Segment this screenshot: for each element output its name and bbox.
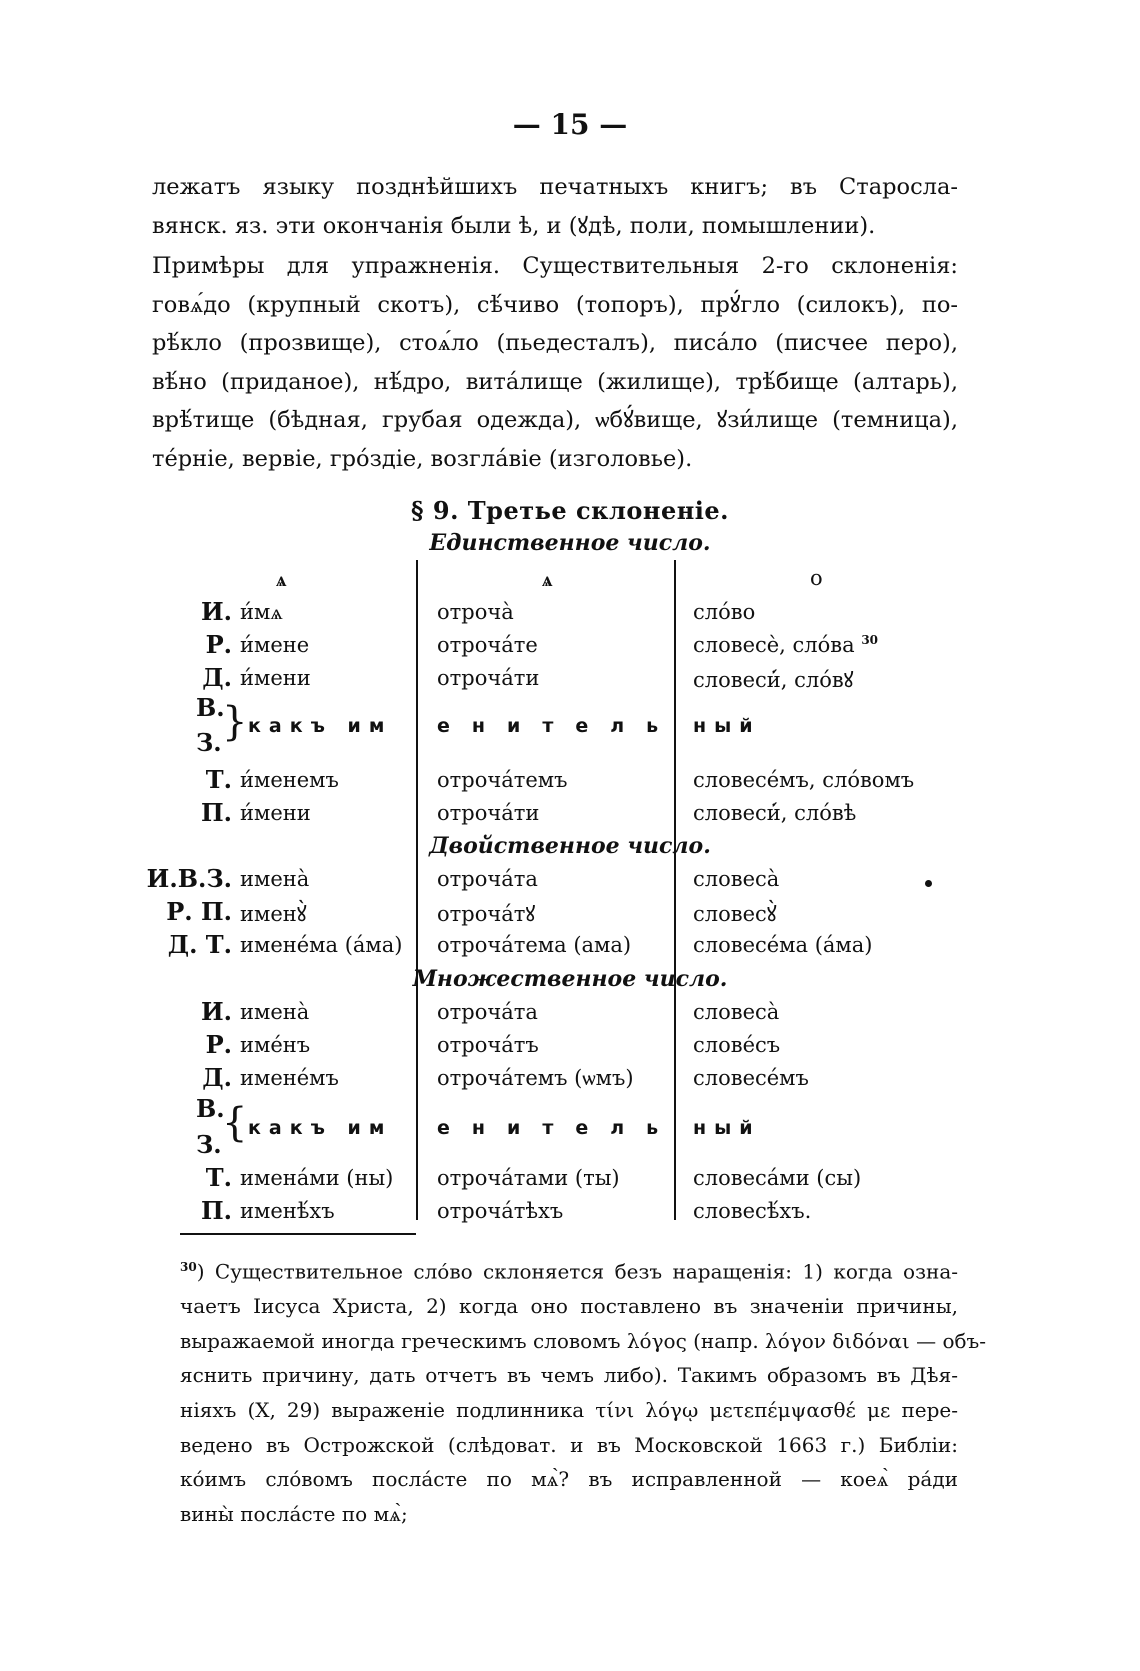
table-cell: и́мене	[240, 633, 310, 657]
table-cell: словесе́ма (а́ма)	[693, 933, 873, 957]
table-cell: словеса̀	[693, 1000, 780, 1024]
table-cell: енитель	[437, 715, 681, 737]
table-cell: словеси̇́, сло́вꙋ	[693, 668, 854, 692]
dual-heading: Двойственное число.	[429, 833, 711, 859]
examples-line: говѧ́до (крупный скотъ), сѣ́чиво (топоръ), прꙋ́гло (силокъ), по-	[152, 291, 958, 318]
table-cell: имена́ми (ны)	[240, 1166, 394, 1190]
singular-heading: Единственное число.	[429, 530, 711, 556]
table-cell: словеса́ми (сы)	[693, 1166, 862, 1190]
table-cell: и́менемъ	[240, 768, 339, 792]
footnote-text: ) Существительное сло́во склоняется безъ наращенія: 1) когда озна-	[196, 1259, 958, 1284]
footnote-line: ніяхъ (X, 29) выраженіе подлинника τίνι λόγῳ μετεπέμψασθέ με пере-	[180, 1398, 958, 1423]
footnote-line: яснить причину, дать отчетъ въ чемъ либо). Такимъ образомъ въ Дѣя-	[180, 1363, 958, 1388]
case-label: Т.	[205, 765, 232, 794]
intro-paragraph	[152, 168, 958, 245]
case-label: И.В.З.	[146, 864, 232, 893]
table-cell: и́мени	[240, 666, 311, 690]
col-head-1: ѧ	[276, 566, 287, 591]
case-label: И.	[200, 997, 232, 1026]
case-label: Д. Т.	[167, 930, 232, 959]
footnote-line: вины̀ посла́сте по мѧ̀;	[180, 1501, 408, 1526]
case-label: В.	[196, 693, 225, 722]
table-cell: словеса̀	[693, 867, 780, 891]
table-cell: словесе́мъ	[693, 1066, 809, 1090]
case-label: Д.	[202, 1063, 232, 1092]
footnote-line: чаетъ Іисуса Христа, 2) когда оно поставлено въ значеніи причины,	[180, 1294, 958, 1319]
table-cell: имéнъ	[240, 1033, 311, 1057]
ink-spot	[925, 880, 932, 887]
footnote-marker: 30	[180, 1260, 197, 1274]
table-cell: отроча́те	[437, 633, 538, 657]
col-head-3: о	[810, 566, 823, 590]
table-cell: именꙋ̀	[240, 902, 307, 926]
table-cell: отроча́та	[437, 867, 538, 891]
table-cell: отроча́та	[437, 1000, 538, 1024]
table-cell: словесе́мъ, сло́вомъ	[693, 768, 915, 792]
examples-line: Примѣры для упражненія. Существительныя 2-го склоненія:	[152, 253, 958, 279]
column-rule-left	[416, 560, 418, 1220]
table-cell: какъ им	[248, 715, 393, 737]
table-cell: ный	[693, 715, 761, 737]
table-cell: слове́съ	[693, 1033, 781, 1057]
intro-line: лежатъ языку позднѣйшихъ печатныхъ книгъ; въ Старосла-	[152, 174, 958, 200]
footnote-line: выражаемой иногда греческимъ словомъ λόγος (напр. λόγον διδόναι — объ-	[180, 1328, 987, 1353]
case-label: П.	[200, 798, 232, 827]
table-cell: отроча́темъ	[437, 768, 568, 792]
table-cell: словеси̇́, сло́вѣ	[693, 801, 857, 825]
case-label: Р. П.	[166, 897, 232, 926]
footnote-line: ведено въ Острожской (слѣдоват. и въ Московской 1663 г.) Библіи:	[180, 1432, 958, 1457]
case-label: Т.	[205, 1163, 232, 1192]
table-cell: отроча̀	[437, 600, 514, 624]
footnote-line	[180, 1250, 958, 1289]
examples-line: те́рніе, вервіе, гро́здіе, возгла́віе (изголовье).	[152, 445, 693, 472]
case-label: Д.	[202, 663, 232, 692]
footnote	[180, 1250, 987, 1531]
cell-text: словесѐ, сло́ва	[693, 633, 855, 657]
case-label: З.	[196, 728, 222, 757]
brace-icon: {	[222, 1100, 248, 1146]
table-cell: имене́мъ	[240, 1066, 339, 1090]
examples-line: рѣ́кло (прозвище), стоѧ́ло (пьедесталъ), писа́ло (писчее перо),	[152, 330, 958, 356]
brace-icon: }	[222, 699, 248, 745]
plural-heading: Множественное число.	[412, 966, 728, 992]
table-cell	[693, 633, 878, 657]
table-cell: отроча́тꙋ	[437, 902, 536, 926]
footnote-ref: 30	[861, 633, 879, 647]
table-cell: словесꙋ̀	[693, 902, 777, 926]
case-label: В.	[196, 1094, 225, 1123]
table-cell: словесѣ́хъ.	[693, 1199, 812, 1223]
case-label: П.	[200, 1196, 232, 1225]
case-label: З.	[196, 1130, 222, 1159]
table-cell: имене́ма (а́ма)	[240, 933, 403, 957]
case-label: Р.	[205, 630, 232, 659]
table-cell: сло́во	[693, 600, 756, 624]
examples-paragraph	[152, 247, 958, 478]
table-cell: имена̀	[240, 867, 310, 891]
case-label: Р.	[205, 1030, 232, 1059]
footnote-divider	[180, 1233, 416, 1235]
examples-line: врѣ́тище (бѣдная, грубая одежда), ѡбꙋ́вище, ꙋзи́лище (темница),	[152, 407, 958, 433]
section-title: § 9. Третье склоненіе.	[410, 496, 730, 525]
table-cell: енитель	[437, 1117, 681, 1139]
table-cell: ный	[693, 1117, 761, 1139]
table-cell: отроча́тема (ама)	[437, 933, 632, 957]
col-head-2: ѧ	[542, 566, 553, 591]
case-label: И.	[200, 597, 232, 626]
table-cell: отроча́тъ	[437, 1033, 539, 1057]
table-cell: отроча́темъ (ѡмъ)	[437, 1066, 634, 1090]
table-cell: какъ им	[248, 1117, 393, 1139]
intro-line: вянск. яз. эти окончанія были ѣ, и (ꙋдѣ, поли, помышлении).	[152, 212, 876, 239]
page-number: — 15 —	[512, 108, 628, 141]
table-cell: отроча́ти	[437, 666, 540, 690]
table-cell: отроча́тѣхъ	[437, 1199, 564, 1223]
table-cell: именѣ́хъ	[240, 1199, 335, 1223]
examples-line: вѣ́но (приданое), нѣ́дро, вита́лище (жилище), трѣ́бище (алтарь),	[152, 368, 958, 395]
table-cell: отроча́тами (ты)	[437, 1166, 620, 1190]
table-cell: и́мѧ	[240, 600, 283, 624]
table-cell: имена̀	[240, 1000, 310, 1024]
table-cell: отроча́ти	[437, 801, 540, 825]
footnote-line: ко́имъ сло́вомъ посла́сте по мѧ̀? въ исправленной — коеѧ̀ ра́ди	[180, 1467, 958, 1492]
table-cell: и́мени	[240, 801, 311, 825]
